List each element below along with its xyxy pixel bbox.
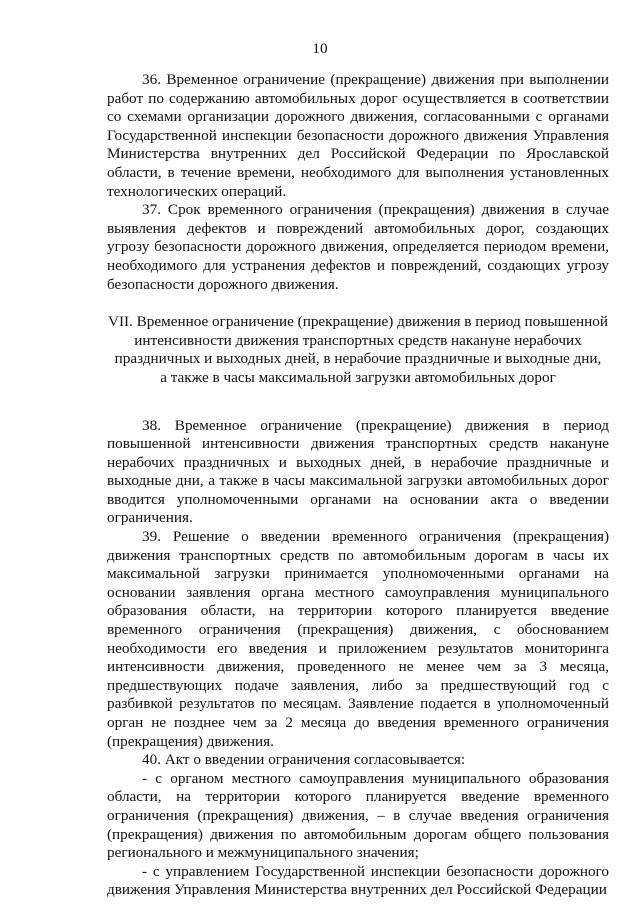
section-heading-line: праздничных и выходных дней, в нерабочие праздничные и выходные дни, [114,350,602,368]
document-body [107,71,609,900]
paragraph-36: 36. Временное ограничение (прекращение) движения при выполнении работ по содержанию автомобильных дорог осуществляется в соответствии со схемами организации дорожного движения, согласованными с органами Государственной инспекции безопасности дорожного движения Управления Министерства внутренних дел Российской Федерации по Ярославской области, в течение времени, необходимого для выполнения установленных технологических операций. [107,71,609,200]
paragraph-40: 40. Акт о введении ограничения согласовывается: [142,751,466,769]
paragraph-37: 37. Срок временного ограничения (прекращения) движения в случае выявления дефектов и повреждений автомобильных дорог, создающих угрозу безопасности дорожного движения, определяется периодом времени, необходимого для устранения дефектов и повреждений, создающих угрозу безопасности дорожного движения. [107,201,609,293]
list-item: - с органом местного самоуправления муниципального образования области, на территории которого планируется введение временного ограничения (прекращения) движения, – в случае введения ограничения (прекращения) движения по автомобильным дорогам общего пользования регионального и межмуниципального значения; [107,769,609,862]
page-number: 10 [312,40,328,57]
section-heading-line: интенсивности движения транспортных средств накануне нерабочих [134,331,582,349]
paragraph-38: 38. Временное ограничение (прекращение) движения в период повышенной интенсивности движения транспортных средств накануне нерабочих праздничных и выходных дней, в нерабочие праздничные и выходные дни, а также в часы максимальной загрузки автомобильных дорог вводится уполномоченными органами на основании акта о введении ограничения. [107,416,609,527]
list-item: - с управлением Государственной инспекции безопасности дорожного движения Управления Министерства внутренних дел Российской Федерации [107,862,609,899]
section-heading [107,313,609,387]
section-heading-line: VII. Временное ограничение (прекращение) движения в период повышенной [107,313,608,331]
paragraph-39: 39. Решение о введении временного ограничения (прекращения) движения транспортных средств по автомобильным дорогам в часы их максимальной загрузки принимается уполномоченными органами на основании заявления органа местного самоуправления муниципального образования области, на территории которого планируется введение временного ограничения (прекращения) движения, с обоснованием необходимости его введения и приложением результатов мониторинга интенсивности движения, проведенного не менее чем за 3 месяца, предшествующих подаче заявления, либо за предшествующий год с разбивкой результатов по месяцам. Заявление подается в уполномоченный орган не позднее чем за 2 месяца до введения временного ограничения (прекращения) движения. [107,528,609,750]
section-heading-line: а также в часы максимальной загрузки автомобильных дорог [160,368,556,386]
